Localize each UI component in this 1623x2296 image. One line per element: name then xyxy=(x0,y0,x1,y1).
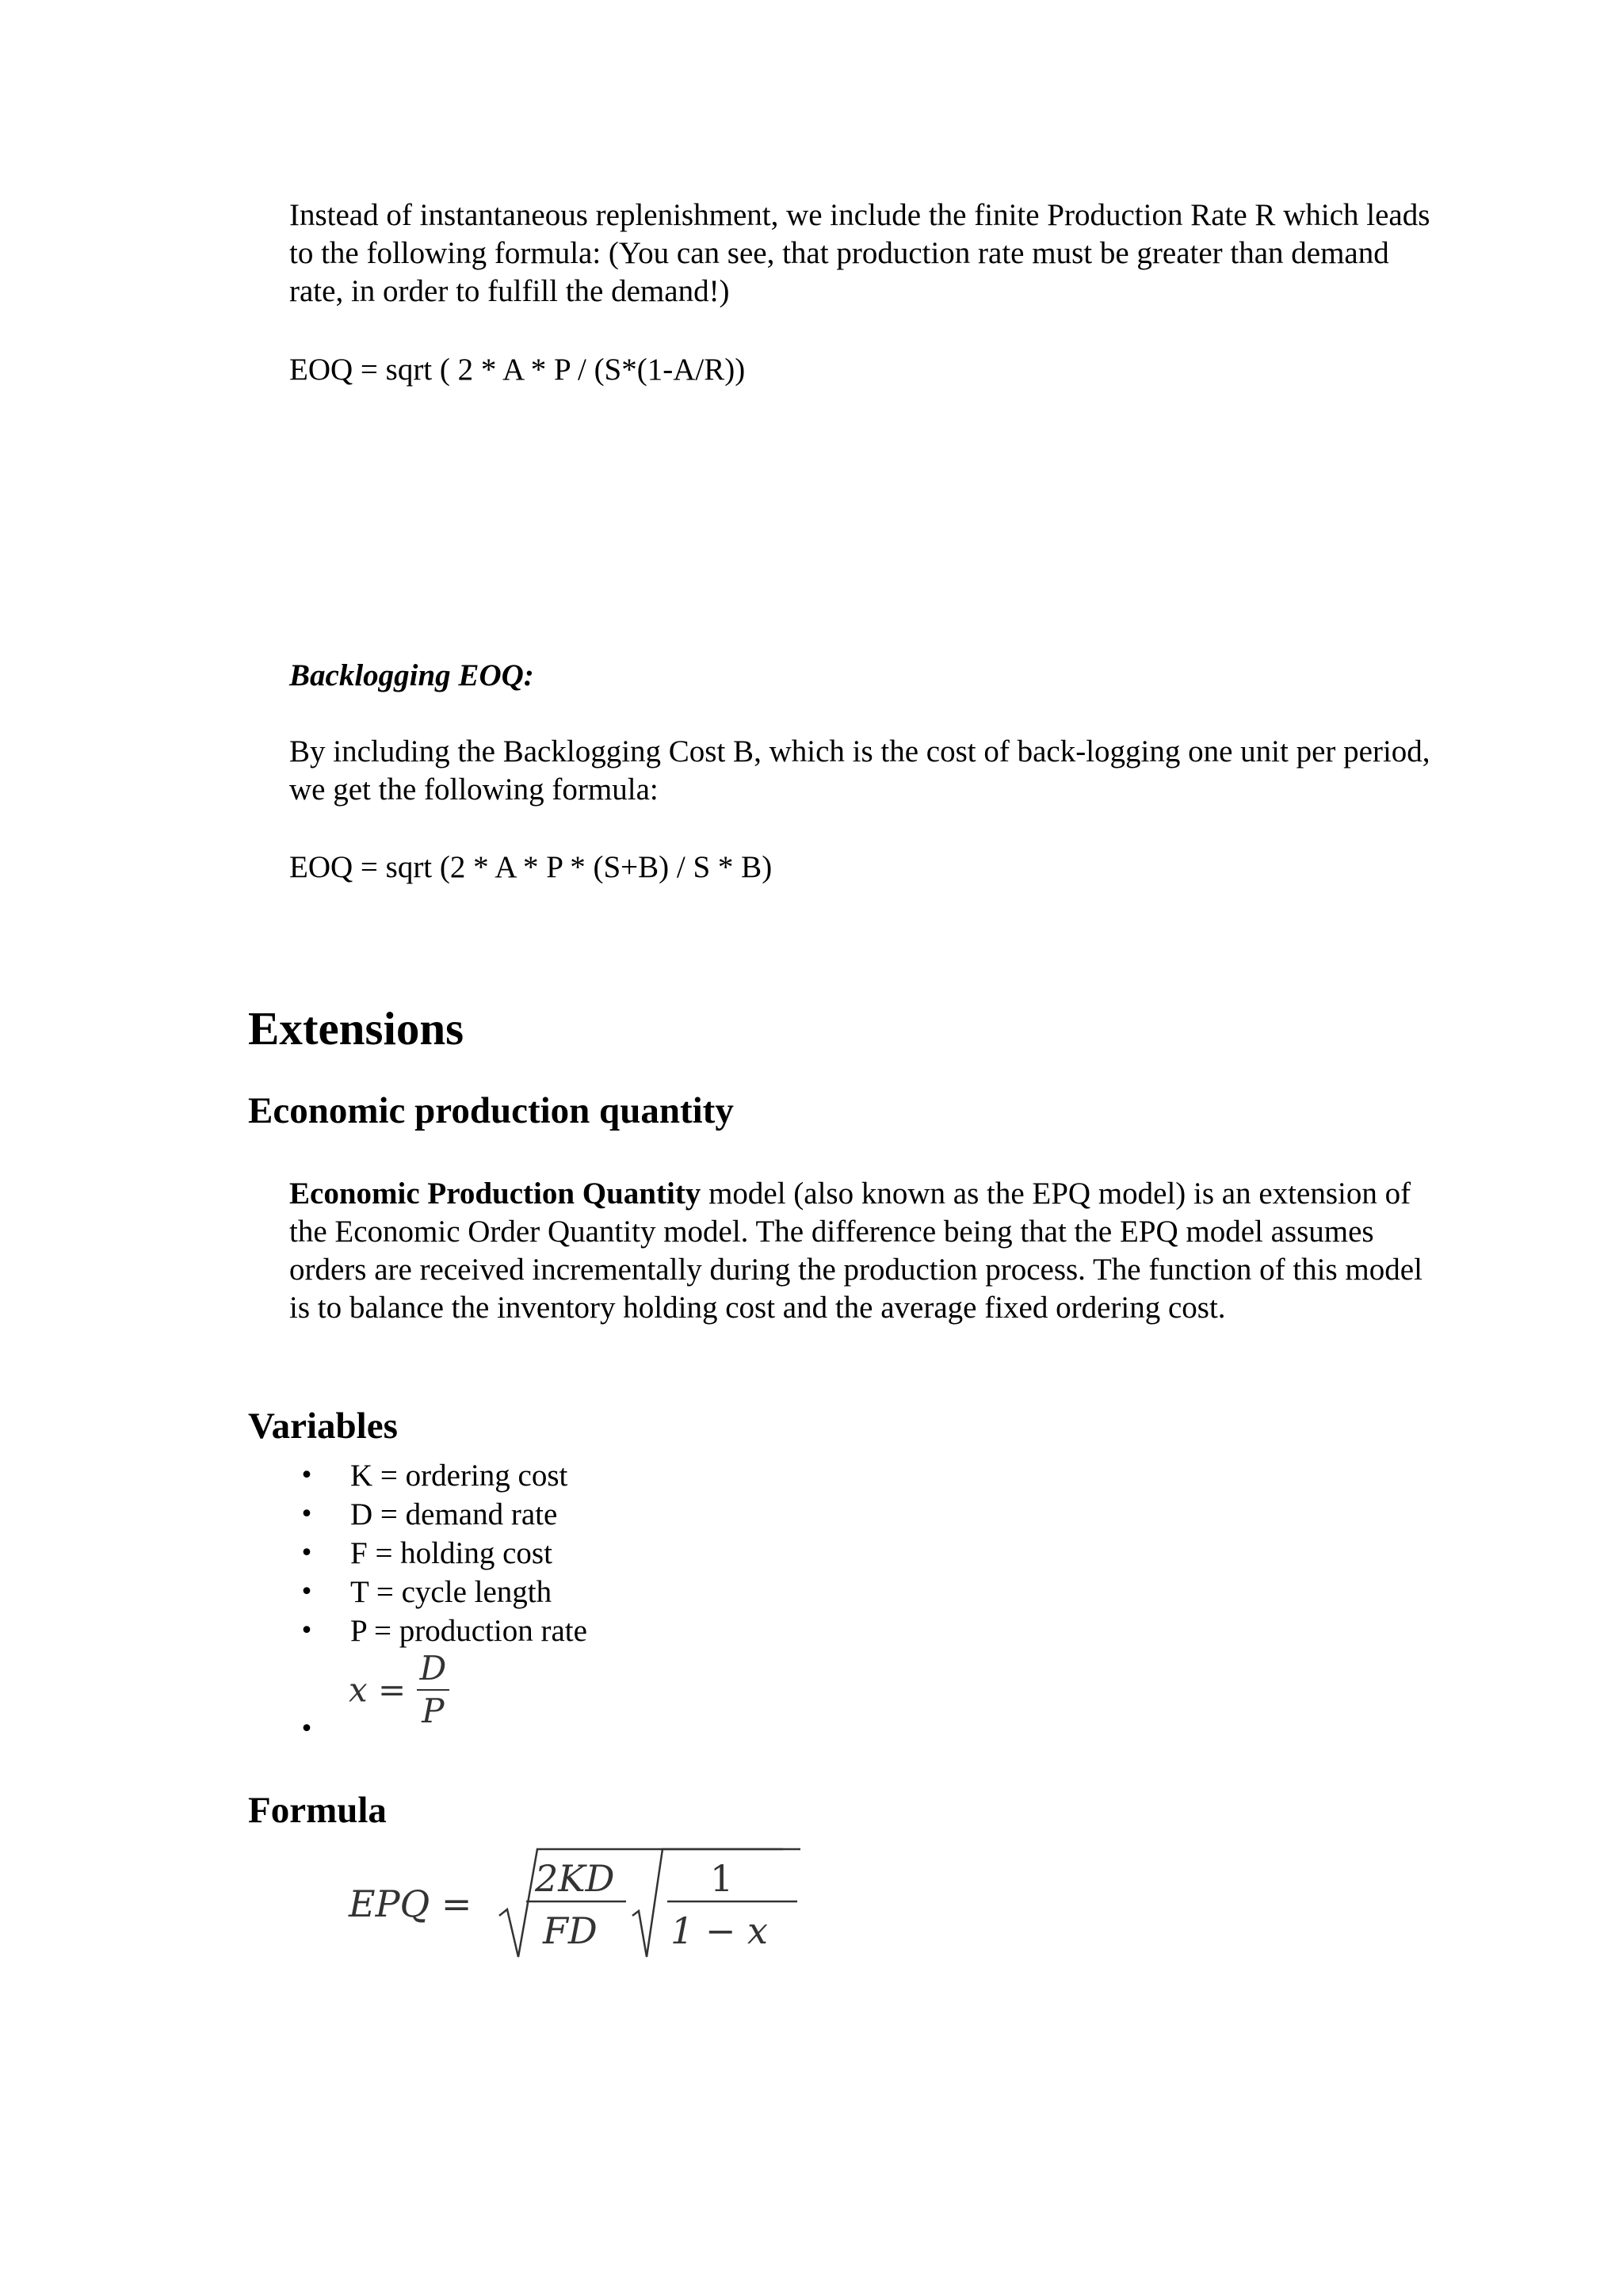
formula-heading: Formula xyxy=(248,1790,387,1831)
bullet-icon: • xyxy=(300,1578,314,1606)
variable-label: D = demand rate xyxy=(350,1497,558,1531)
variable-label: F = holding cost xyxy=(350,1536,552,1570)
frac2-numerator: 1 xyxy=(710,1857,734,1900)
epq-intro-bold: Economic Production Quantity xyxy=(289,1177,701,1211)
bullet-icon: • xyxy=(300,1617,314,1645)
bullet-icon: • xyxy=(300,1501,314,1528)
frac1-denominator: FD xyxy=(543,1909,598,1952)
epq-intro-rest: model (also known as the EPQ model) is an extension of the Economic Order Quantity model. The difference being that the EPQ model assumes orders are received incrementally during the production process. The function of this model is to balance the inventory holding cost and the average fixed ordering cost. xyxy=(289,1177,1423,1325)
eoq-formula-finite: EOQ = sqrt ( 2 * A * P / (S*(1-A/R)) xyxy=(289,353,746,387)
x-formula-lhs: x = xyxy=(349,1670,407,1710)
bullet-icon: • xyxy=(300,1539,314,1567)
variable-label: P = production rate xyxy=(350,1614,587,1648)
frac1-numerator: 2KD xyxy=(535,1857,615,1900)
epq-subheading: Economic production quantity xyxy=(248,1090,734,1131)
epq-lhs: EPQ = xyxy=(349,1882,472,1925)
eoq-formula-backlogging: EOQ = sqrt (2 * A * P * (S+B) / S * B) xyxy=(289,850,773,884)
backlogging-paragraph: By including the Backlogging Cost B, which is the cost of back-logging one unit per period, we get the following formula: xyxy=(289,734,1430,807)
list-item xyxy=(295,1611,1008,1650)
frac2-denominator: 1 − x xyxy=(670,1909,768,1952)
epq-intro-paragraph xyxy=(289,1175,1430,1327)
list-item xyxy=(295,1534,1008,1573)
epq-formula xyxy=(349,1846,824,1965)
bullet-icon: • xyxy=(300,1462,314,1489)
extensions-heading: Extensions xyxy=(248,1002,464,1055)
x-ratio-formula xyxy=(349,1648,449,1732)
x-fraction xyxy=(417,1648,450,1732)
x-fraction-denominator: P xyxy=(422,1691,445,1730)
variables-list xyxy=(295,1456,1008,1650)
bullet-icon: • xyxy=(300,1715,314,1743)
list-item xyxy=(295,1456,1008,1495)
list-item xyxy=(295,1495,1008,1534)
finite-rate-paragraph: Instead of instantaneous replenishment, we include the finite Production Rate R which leads to the following formula: (You can see, that production rate must be greater than demand rate, in order to fulfill the demand!) xyxy=(289,198,1430,308)
x-fraction-numerator: D xyxy=(417,1648,450,1691)
variable-label: T = cycle length xyxy=(350,1575,552,1609)
backlogging-title: Backlogging EOQ: xyxy=(289,658,534,692)
variable-label: K = ordering cost xyxy=(350,1459,568,1493)
variables-heading: Variables xyxy=(248,1405,398,1447)
list-item xyxy=(295,1573,1008,1611)
